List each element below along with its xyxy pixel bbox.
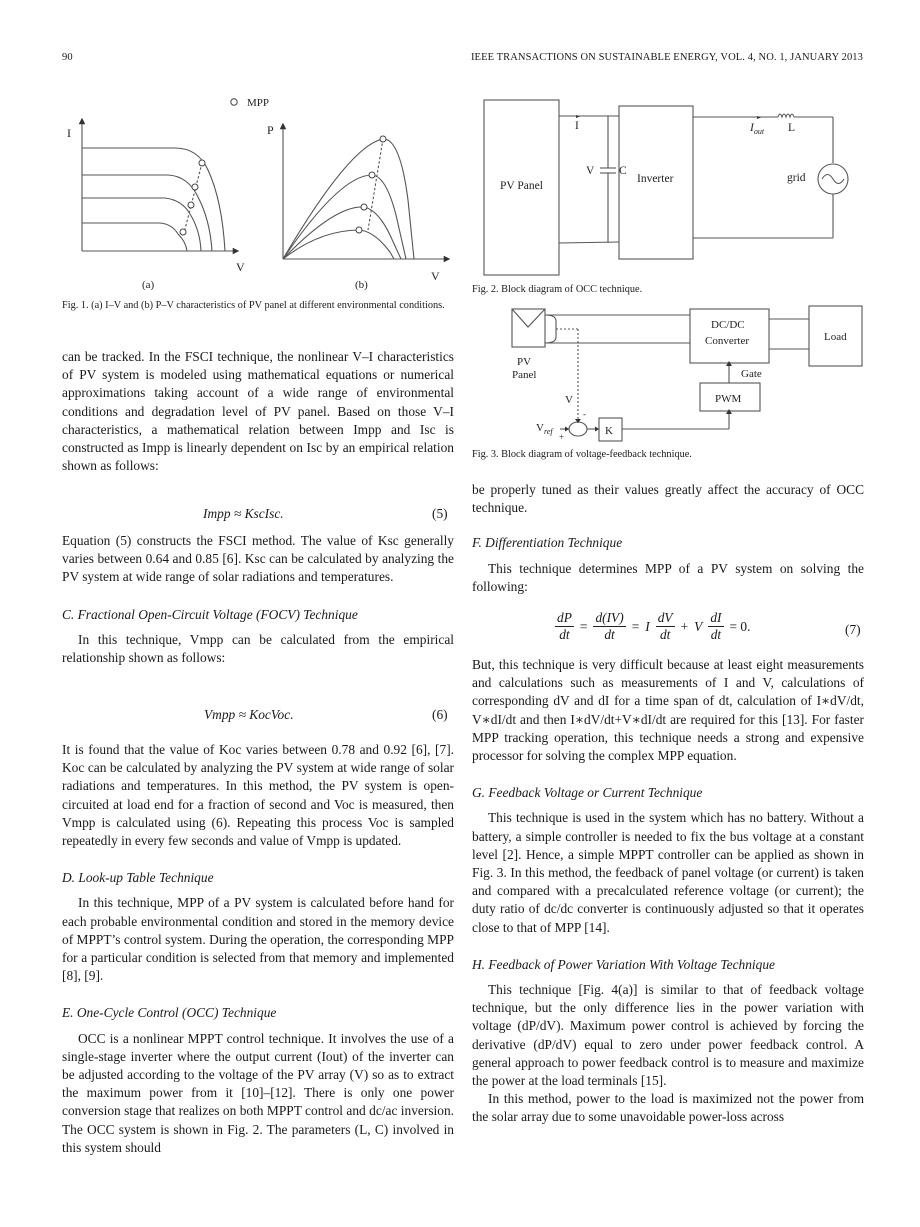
left-column	[62, 348, 454, 475]
paragraph: This technique is used in the system which has no battery. Without a battery, a simple controller is needed to fix the bus voltage at a constant level [2]. Hence, a simple MPPT controller can be applied as shown in Fig. 3. In this method, the feedback of panel voltage (or current) is taken and compared with a precalculated reference voltage (or current); the duty ratio of dc/dc converter is continuously adjusted so that it operates close to that of MPP [14].	[472, 810, 864, 935]
left-column-block-2	[62, 532, 454, 667]
converter-label-line1: DC/DC	[711, 319, 745, 331]
paragraph: This technique determines MPP of a PV system on solving the following:	[472, 560, 864, 594]
iv-mpp-points	[180, 160, 205, 235]
pv-mpp-points	[356, 136, 386, 233]
fig1-caption: Fig. 1. (a) I–V and (b) P–V characteristics of PV panel at different environmental conditions.	[62, 300, 445, 311]
figure-2	[480, 95, 900, 280]
fig2-caption: Fig. 2. Block diagram of OCC technique.	[472, 284, 643, 295]
mpp-legend-label: MPP	[247, 97, 270, 109]
pwm-label: PWM	[715, 393, 742, 405]
voltage-label: V	[586, 165, 595, 177]
inverter-label: Inverter	[637, 173, 674, 185]
pv-label-line2: Panel	[512, 369, 537, 381]
page-number: 90	[62, 52, 73, 63]
gate-label: Gate	[741, 368, 762, 380]
equation-6: Vmpp ≈ KocVoc.	[204, 707, 294, 722]
vref-label: $V_{ref}$	[536, 422, 553, 436]
plus-sign: +	[559, 432, 565, 442]
equals-sign: =	[579, 618, 588, 634]
eq7-lhs: $\frac{dP}{dt}$	[557, 610, 572, 642]
feedback-voltage-label: V	[565, 394, 573, 406]
paragraph: be properly tuned as their values greatly affect the accuracy of OCC technique.	[472, 482, 864, 516]
grid-label: grid	[787, 172, 806, 184]
journal-header: IEEE TRANSACTIONS ON SUSTAINABLE ENERGY, VOL. 4, NO. 1, JANUARY 2013	[470, 52, 863, 63]
current-label: I	[575, 120, 579, 132]
iv-sublabel: (a)	[142, 279, 155, 291]
mpp-legend-marker	[231, 99, 237, 105]
pv-sublabel: (b)	[355, 279, 368, 291]
left-column-block-3	[62, 741, 454, 1157]
eq7-term1: $\frac{dV}{dt}$	[657, 610, 673, 642]
equation-7-number: (7)	[845, 622, 861, 637]
section-heading-f: F. Differentiation Technique	[472, 535, 623, 551]
paragraph: In this method, power to the load is maximized not the power from the solar array due to some unavoidable power-loss across	[472, 1091, 864, 1125]
pv-label-line1: PV	[517, 356, 532, 368]
paragraph: Equation (5) constructs the FSCI method. The value of Ksc generally varies between 0.64 and 0.85 [6]. Ksc can be calculated by analyzing the PV system at wide range of solar radiations and temperatures.	[62, 533, 454, 585]
eq7-mid: $\frac{d(IV)}{dt}$	[595, 610, 624, 642]
pv-y-label: P	[267, 123, 274, 137]
equation-7	[555, 610, 750, 643]
paragraph: It is found that the value of Koc varies between 0.78 and 0.92 [6], [7]. Koc can be calculated by analyzing the PV system at wide range of solar radiations and temperatures. In this method, the PV system is open-circuited at load end for a fraction of second and Voc is measured, then Vmpp is calculated using (6). Repeating this process Voc is sampled repeatedly in every few seconds and value of Vmpp is updated.	[62, 742, 454, 849]
inductor-label: L	[788, 122, 796, 134]
right-column-block-2	[472, 656, 864, 1127]
load-label: Load	[824, 331, 847, 343]
paragraph: In this technique, Vmpp can be calculated from the empirical relationship shown as follows:	[62, 631, 454, 666]
eq7-coef-i: I	[645, 618, 650, 634]
paragraph: In this technique, MPP of a PV system is calculated before hand for each probable environmental condition and stored in the memory device of MPPT’s control system. During the operation, the corresponding MPP for a particular condition is selected from that memory and implemented [8], [9].	[62, 895, 454, 984]
figure-3	[500, 303, 880, 443]
eq7-coef-v: V	[694, 618, 703, 634]
iv-y-label: I	[67, 126, 71, 140]
eq7-rhs: = 0.	[729, 618, 751, 634]
pv-x-label: V	[431, 269, 440, 283]
converter-label-line2: Converter	[705, 335, 749, 347]
section-heading-e: E. One-Cycle Control (OCC) Technique	[62, 1005, 277, 1021]
minus-sign: -	[583, 409, 586, 419]
figure-1	[50, 90, 460, 295]
paragraph: But, this technique is very difficult because at least eight measurements and calculations such as measurements of I and V, calculations of corresponding dV and dI for a time span of dt, calculation of I∗dV/dt, V∗dI/dt and then I∗dV/dt+V∗dI/dt are required for this [13]. For faster MPP tracking operation, this technique needs a strong and expensive processor for solving the complex MPP equation.	[472, 657, 864, 764]
capacitor-label: C	[619, 165, 627, 177]
iv-x-label: V	[236, 260, 245, 274]
section-heading-c: C. Fractional Open-Circuit Voltage (FOCV) Technique	[62, 606, 358, 622]
output-current-label: $I_{out}$	[750, 122, 765, 136]
paragraph: can be tracked. In the FSCI technique, the nonlinear V–I characteristics of PV system is modeled using mathematical equations or numerical approximations taking account of a wide range of environmental conditions and degradation level of PV panel. Based on those V–I characteristics, a mathematical relation between Impp and Isc is constructed as Impp is linearly dependent on Isc by an empirical relation shown as follows:	[62, 349, 454, 474]
eq7-term2: $\frac{dI}{dt}$	[710, 610, 722, 642]
fig1-chart	[50, 90, 460, 295]
equation-5-number: (5)	[432, 506, 448, 521]
pv-panel-label: PV Panel	[500, 180, 543, 192]
right-column	[472, 481, 864, 596]
section-heading-h: H. Feedback of Power Variation With Voltage Technique	[472, 956, 775, 972]
fig3-caption: Fig. 3. Block diagram of voltage-feedback technique.	[472, 449, 692, 460]
pv-plot	[283, 126, 447, 259]
gain-label: K	[605, 425, 613, 437]
section-heading-d: D. Look-up Table Technique	[62, 870, 214, 886]
summing-junction	[569, 422, 587, 436]
equals-sign: =	[631, 618, 640, 634]
plus-sign: +	[680, 618, 689, 634]
fig3-diagram	[500, 303, 880, 443]
iv-plot	[82, 121, 236, 251]
paragraph: OCC is a nonlinear MPPT control technique. It involves the use of a single-stage inverter where the output current (Iout) of the inverter can be adjusted according to the voltage of the PV array (V) so as to extract the maximum power from it [10]–[12]. There is only one power conversion stage that realizes on both MPPT control and dc/ac inversion. The OCC system is shown in Fig. 2. The parameters (L, C) involved in this system should	[62, 1030, 454, 1155]
equation-5: Impp ≈ KscIsc.	[203, 506, 284, 521]
equation-6-number: (6)	[432, 707, 448, 722]
fig2-diagram	[480, 95, 900, 280]
paragraph: This technique [Fig. 4(a)] is similar to that of feedback voltage technique, but the only difference lies in the power variation with voltage (dP/dV). Maximum power control is achieved by forcing the derivative (dP/dV) equal to zero under power feedback control. A general approach to power feedback control is to measure and maximize the power at the load terminals [15].	[472, 982, 864, 1089]
section-heading-g: G. Feedback Voltage or Current Technique	[472, 785, 703, 801]
